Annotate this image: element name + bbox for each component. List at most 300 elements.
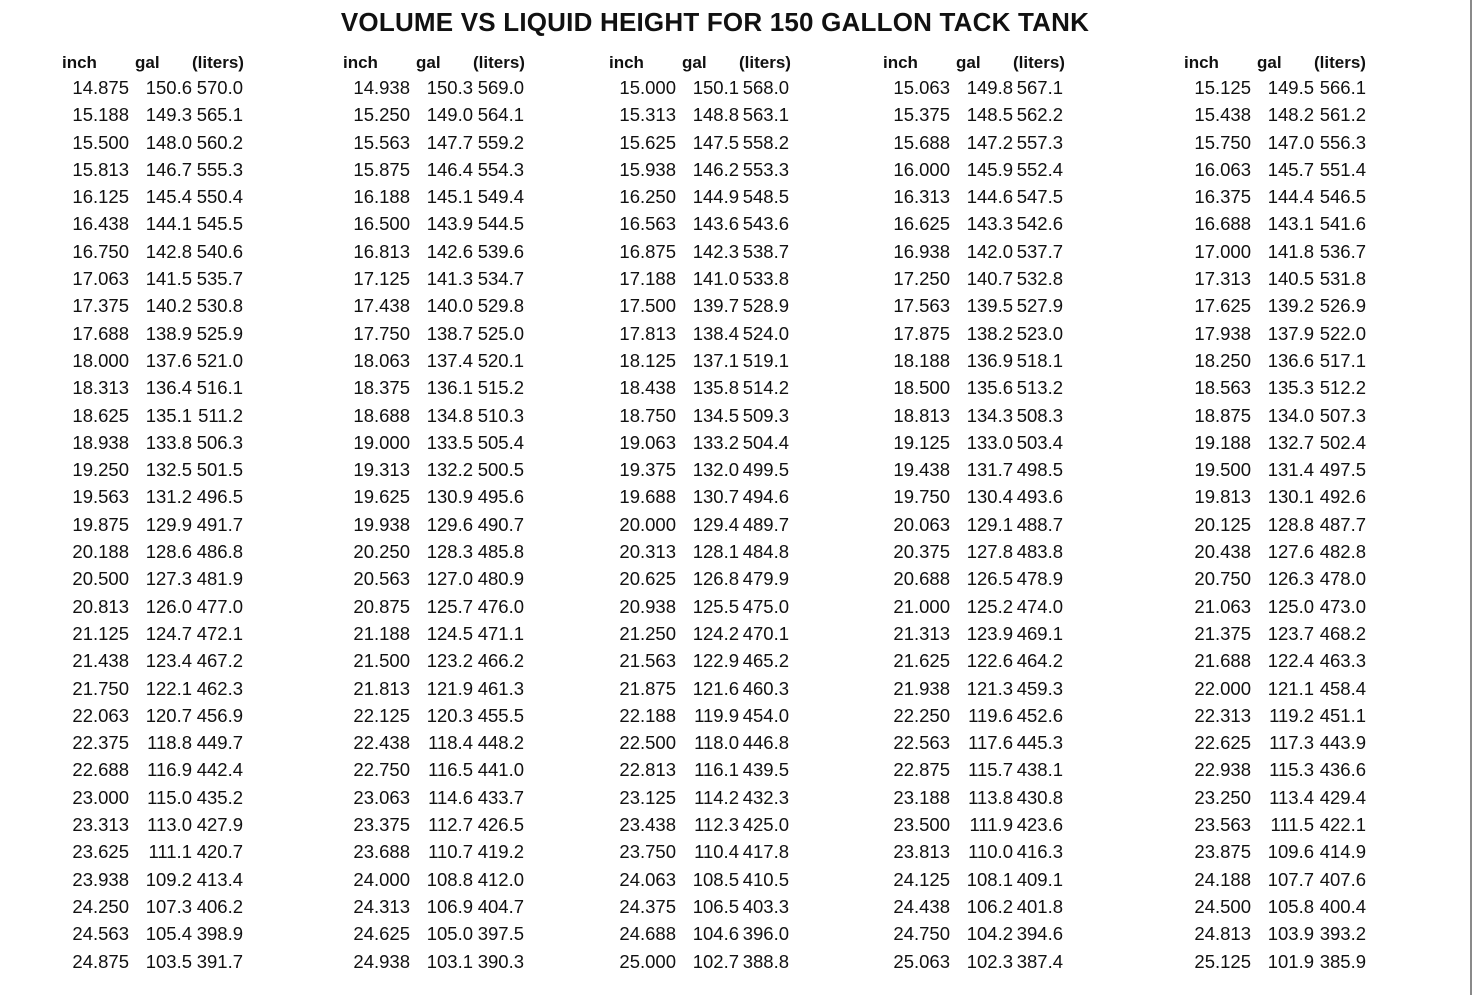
cell-gal: 136.6 [1267,349,1314,371]
table-row [1171,430,1431,457]
table-row [49,648,299,675]
cell-inch: 15.000 [619,77,676,98]
cell-liters: 526.9 [1319,295,1366,317]
cell-inch: 23.375 [353,814,410,836]
cell-liters: 514.2 [742,377,789,399]
table-row [49,676,299,703]
cell-liters: 516.1 [196,377,243,399]
cell-gal: 140.5 [1267,268,1314,290]
cell-liters: 488.7 [1016,513,1063,535]
cell-gal: 133.8 [145,431,192,453]
cell-inch: 21.500 [353,650,410,672]
cell-gal: 103.5 [145,950,192,972]
cell-inch: 23.000 [72,786,129,808]
cell-gal: 143.3 [966,213,1013,235]
cell-liters: 481.9 [196,568,243,590]
cell-liters: 429.4 [1319,786,1366,808]
cell-liters: 471.1 [477,622,524,644]
cell-liters: 546.5 [1319,186,1366,208]
cell-inch: 21.625 [893,650,950,672]
cell-liters: 396.0 [742,923,789,945]
cell-gal: 136.9 [966,349,1013,371]
cell-inch: 24.625 [353,923,410,945]
table-row [1171,621,1431,648]
cell-gal: 145.4 [145,186,192,208]
cell-gal: 140.2 [145,295,192,317]
cell-liters: 483.8 [1016,541,1063,563]
table-row [596,512,846,539]
cell-liters: 522.0 [1319,322,1366,344]
table-row [870,321,1130,348]
cell-liters: 403.3 [742,895,789,917]
table-row [49,403,299,430]
cell-liters: 540.6 [196,240,243,262]
cell-inch: 18.813 [893,404,950,426]
cell-gal: 109.2 [145,868,192,890]
table-row [1171,512,1431,539]
cell-gal: 129.1 [966,513,1013,535]
cell-gal: 107.3 [145,895,192,917]
table-row [49,839,299,866]
table-row [1171,566,1431,593]
cell-liters: 438.1 [1016,759,1063,781]
cell-inch: 19.125 [893,431,950,453]
cell-gal: 147.0 [1267,131,1314,153]
cell-inch: 18.688 [353,404,410,426]
table-row [330,266,580,293]
cell-gal: 132.2 [426,459,473,481]
table-row [596,621,846,648]
cell-inch: 20.375 [893,541,950,563]
page-title: VOLUME VS LIQUID HEIGHT FOR 150 GALLON TACK TANK [340,7,1090,37]
cell-liters: 491.7 [196,513,243,535]
cell-gal: 110.4 [694,841,739,863]
cell-gal: 110.0 [968,841,1013,863]
cell-gal: 115.3 [1269,759,1314,781]
cell-liters: 520.1 [477,349,524,371]
cell-liters: 515.2 [477,377,524,399]
cell-gal: 139.5 [966,295,1013,317]
cell-inch: 25.000 [619,950,676,972]
cell-liters: 449.7 [196,732,243,754]
table-row [596,594,846,621]
cell-inch: 20.938 [619,595,676,617]
cell-gal: 104.2 [966,923,1013,945]
cell-liters: 474.0 [1016,595,1063,617]
cell-inch: 17.438 [353,295,410,317]
cell-gal: 128.3 [426,541,473,563]
table-row [330,730,580,757]
cell-gal: 121.6 [692,677,739,699]
cell-gal: 141.5 [145,268,192,290]
table-row [49,566,299,593]
table-row [49,348,299,375]
column-header-gal: gal [135,53,160,72]
cell-gal: 148.8 [692,104,739,126]
table-row [330,812,580,839]
table-row [330,130,580,157]
cell-liters: 561.2 [1319,104,1366,126]
table-row [1171,676,1431,703]
table-row [870,867,1130,894]
cell-inch: 15.250 [353,104,410,126]
cell-inch: 19.625 [353,486,410,508]
table-row [596,757,846,784]
cell-inch: 18.188 [893,349,950,371]
table-row [49,867,299,894]
cell-gal: 148.2 [1267,104,1314,126]
cell-inch: 22.125 [353,704,410,726]
cell-gal: 143.1 [1267,213,1314,235]
table-row [49,757,299,784]
table-row [330,348,580,375]
cell-liters: 478.9 [1016,568,1063,590]
cell-liters: 476.0 [477,595,524,617]
column-header-inch: inch [883,53,918,72]
cell-gal: 133.0 [966,431,1013,453]
cell-liters: 486.8 [196,541,243,563]
cell-inch: 15.313 [619,104,676,126]
cell-liters: 519.1 [742,349,789,371]
cell-liters: 533.8 [742,268,789,290]
cell-gal: 104.6 [692,923,739,945]
cell-inch: 24.563 [72,923,129,945]
cell-liters: 475.0 [742,595,789,617]
cell-inch: 20.875 [353,595,410,617]
cell-gal: 126.5 [966,568,1013,590]
cell-gal: 144.4 [1267,186,1314,208]
cell-gal: 139.7 [692,295,739,317]
cell-gal: 149.5 [1267,77,1314,98]
table-row [49,102,299,129]
cell-inch: 17.813 [619,322,676,344]
table-row [870,157,1130,184]
cell-inch: 15.375 [893,104,950,126]
cell-liters: 436.6 [1319,759,1366,781]
cell-inch: 21.813 [353,677,410,699]
cell-inch: 17.063 [72,268,129,290]
column-header-inch: inch [1184,53,1219,72]
cell-liters: 503.4 [1016,431,1063,453]
table-group-5 [1171,50,1431,976]
cell-liters: 385.9 [1319,950,1366,972]
cell-liters: 570.0 [196,77,243,98]
table-row [1171,703,1431,730]
cell-liters: 550.4 [196,186,243,208]
cell-liters: 525.0 [477,322,524,344]
cell-liters: 470.1 [742,622,789,644]
cell-gal: 101.9 [1267,950,1314,972]
cell-liters: 517.1 [1319,349,1366,371]
cell-inch: 20.250 [353,541,410,563]
cell-inch: 17.313 [1194,268,1251,290]
cell-gal: 138.9 [145,322,192,344]
cell-inch: 23.313 [72,814,129,836]
cell-liters: 401.8 [1016,895,1063,917]
cell-inch: 20.063 [893,513,950,535]
cell-inch: 24.875 [72,950,129,972]
cell-gal: 111.5 [1270,814,1314,836]
cell-liters: 496.5 [196,486,243,508]
cell-liters: 409.1 [1016,868,1063,890]
table-row [870,921,1130,948]
cell-liters: 569.0 [477,77,524,98]
table-row [330,648,580,675]
cell-inch: 19.313 [353,459,410,481]
cell-liters: 412.0 [477,868,524,890]
cell-gal: 148.5 [966,104,1013,126]
table-row [870,648,1130,675]
table-row [49,539,299,566]
table-row [870,130,1130,157]
cell-inch: 20.313 [619,541,676,563]
table-row [330,211,580,238]
cell-inch: 24.125 [893,868,950,890]
cell-inch: 22.625 [1194,732,1251,754]
table-row [330,239,580,266]
cell-inch: 17.250 [893,268,950,290]
cell-liters: 398.9 [196,923,243,945]
cell-gal: 102.7 [692,950,739,972]
table-row [596,839,846,866]
cell-liters: 537.7 [1016,240,1063,262]
cell-inch: 23.875 [1194,841,1251,863]
cell-inch: 17.500 [619,295,676,317]
cell-liters: 510.3 [477,404,524,426]
table-group-1 [49,50,299,976]
cell-inch: 24.500 [1194,895,1251,917]
cell-gal: 116.1 [694,759,739,781]
table-row [330,102,580,129]
cell-gal: 145.7 [1267,158,1314,180]
table-row [596,457,846,484]
table-row [596,867,846,894]
cell-gal: 118.8 [147,732,192,754]
table-row [596,75,846,102]
table-row [1171,730,1431,757]
column-header-inch: inch [343,53,378,72]
cell-liters: 548.5 [742,186,789,208]
cell-liters: 480.9 [477,568,524,590]
cell-inch: 16.125 [72,186,129,208]
cell-liters: 565.1 [196,104,243,126]
table-row [330,594,580,621]
cell-inch: 15.063 [893,77,950,98]
table-row [1171,457,1431,484]
cell-inch: 18.250 [1194,349,1251,371]
cell-liters: 505.4 [477,431,524,453]
cell-liters: 463.3 [1319,650,1366,672]
table-row [330,184,580,211]
cell-gal: 137.4 [426,349,473,371]
table-row [49,239,299,266]
table-row [596,130,846,157]
cell-inch: 21.438 [72,650,129,672]
table-row [1171,594,1431,621]
cell-liters: 458.4 [1319,677,1366,699]
cell-gal: 128.1 [692,541,739,563]
column-header-gal: gal [1257,53,1282,72]
table-group-3 [596,50,846,976]
cell-inch: 14.938 [353,77,410,98]
table-row [1171,539,1431,566]
cell-inch: 18.375 [353,377,410,399]
cell-inch: 21.188 [353,622,410,644]
cell-liters: 541.6 [1319,213,1366,235]
cell-inch: 15.875 [353,158,410,180]
cell-inch: 15.500 [72,131,129,153]
cell-gal: 109.6 [1267,841,1314,863]
cell-inch: 21.938 [893,677,950,699]
cell-liters: 489.7 [742,513,789,535]
cell-gal: 108.5 [692,868,739,890]
cell-inch: 24.375 [619,895,676,917]
table-row [49,703,299,730]
cell-liters: 394.6 [1016,923,1063,945]
cell-inch: 19.438 [893,459,950,481]
cell-inch: 22.000 [1194,677,1251,699]
cell-gal: 134.8 [426,404,473,426]
cell-gal: 135.8 [692,377,739,399]
table-row [1171,184,1431,211]
table-row [49,894,299,921]
cell-inch: 19.563 [72,486,129,508]
table-row [870,239,1130,266]
cell-liters: 555.3 [196,158,243,180]
table-row [870,348,1130,375]
cell-liters: 530.8 [196,295,243,317]
cell-inch: 19.250 [72,459,129,481]
cell-inch: 17.875 [893,322,950,344]
cell-liters: 528.9 [742,295,789,317]
cell-inch: 18.938 [72,431,129,453]
table-row [596,403,846,430]
table-row [596,266,846,293]
cell-gal: 149.8 [966,77,1013,98]
table-row [330,894,580,921]
cell-gal: 140.0 [426,295,473,317]
cell-inch: 17.688 [72,322,129,344]
cell-inch: 15.813 [72,158,129,180]
cell-liters: 456.9 [196,704,243,726]
cell-inch: 18.438 [619,377,676,399]
column-header-inch: inch [609,53,644,72]
cell-inch: 16.063 [1194,158,1251,180]
cell-gal: 142.3 [692,240,739,262]
cell-liters: 413.4 [196,868,243,890]
table-row [49,921,299,948]
cell-liters: 455.5 [477,704,524,726]
cell-inch: 18.000 [72,349,129,371]
cell-liters: 497.5 [1319,459,1366,481]
cell-inch: 22.938 [1194,759,1251,781]
cell-liters: 568.0 [742,77,789,98]
cell-gal: 150.3 [426,77,473,98]
cell-liters: 545.5 [196,213,243,235]
table-row [870,812,1130,839]
cell-inch: 14.875 [72,77,129,98]
cell-liters: 506.3 [196,431,243,453]
cell-inch: 24.750 [893,923,950,945]
cell-liters: 501.5 [196,459,243,481]
cell-inch: 23.063 [353,786,410,808]
cell-gal: 138.4 [692,322,739,344]
table-row [870,594,1130,621]
table-row [870,430,1130,457]
cell-inch: 23.563 [1194,814,1251,836]
column-header-liters: (liters) [1314,53,1366,72]
cell-liters: 560.2 [196,131,243,153]
cell-gal: 126.8 [692,568,739,590]
cell-gal: 147.2 [966,131,1013,153]
cell-liters: 562.2 [1016,104,1063,126]
header-row [596,50,846,75]
cell-liters: 551.4 [1319,158,1366,180]
table-row [870,757,1130,784]
cell-liters: 513.2 [1016,377,1063,399]
cell-inch: 17.563 [893,295,950,317]
cell-gal: 127.8 [966,541,1013,563]
cell-inch: 17.938 [1194,322,1251,344]
cell-inch: 17.375 [72,295,129,317]
cell-gal: 121.3 [966,677,1013,699]
cell-liters: 423.6 [1016,814,1063,836]
table-row [1171,839,1431,866]
cell-liters: 487.7 [1319,513,1366,535]
table-row [330,321,580,348]
table-row [49,430,299,457]
table-row [1171,239,1431,266]
table-row [1171,293,1431,320]
cell-liters: 539.6 [477,240,524,262]
cell-liters: 498.5 [1016,459,1063,481]
cell-gal: 135.1 [145,404,192,426]
cell-liters: 407.6 [1319,868,1366,890]
cell-liters: 451.1 [1319,704,1366,726]
cell-liters: 442.4 [196,759,243,781]
cell-liters: 387.4 [1016,950,1063,972]
cell-inch: 15.625 [619,131,676,153]
cell-liters: 535.7 [196,268,243,290]
cell-inch: 22.188 [619,704,676,726]
cell-inch: 18.125 [619,349,676,371]
cell-inch: 19.188 [1194,431,1251,453]
table-row [870,785,1130,812]
cell-liters: 459.3 [1016,677,1063,699]
cell-liters: 553.3 [742,158,789,180]
table-row [49,730,299,757]
cell-gal: 132.7 [1267,431,1314,453]
cell-gal: 114.6 [428,786,473,808]
cell-gal: 127.0 [426,568,473,590]
cell-inch: 18.875 [1194,404,1251,426]
table-row [596,293,846,320]
table-row [49,130,299,157]
table-row [330,75,580,102]
cell-inch: 22.875 [893,759,950,781]
table-row [330,484,580,511]
cell-liters: 448.2 [477,732,524,754]
cell-liters: 464.2 [1016,650,1063,672]
table-row [330,676,580,703]
cell-inch: 19.938 [353,513,410,535]
table-row [49,512,299,539]
cell-inch: 17.625 [1194,295,1251,317]
cell-gal: 120.3 [426,704,473,726]
table-row [49,211,299,238]
cell-gal: 127.3 [145,568,192,590]
cell-inch: 23.438 [619,814,676,836]
